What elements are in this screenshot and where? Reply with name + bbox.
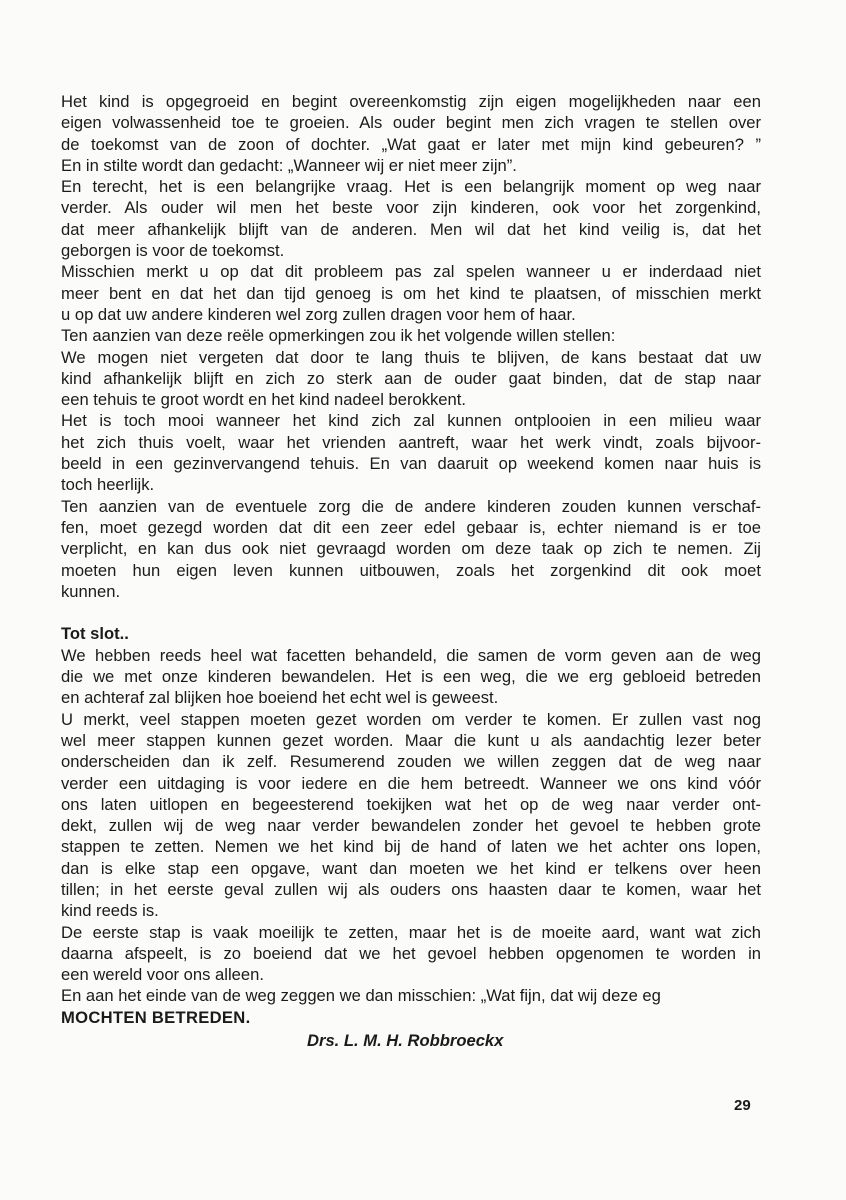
text-line: ons laten uitlopen en begeesterend toekijken wat het op de weg naar verder ont- bbox=[61, 794, 761, 814]
text-line: dekt, zullen wij de weg naar verder bewandelen zonder het gevoel te hebben grote bbox=[61, 816, 761, 836]
text-line: verder. Als ouder wil men het beste voor zijn kinderen, ook voor het zorgenkind, bbox=[61, 198, 761, 218]
closing-line: MOCHTEN BETREDEN. bbox=[61, 1007, 251, 1027]
paragraph bbox=[61, 347, 761, 411]
paragraph bbox=[61, 985, 761, 1006]
text-line: een wereld voor ons alleen. bbox=[61, 965, 264, 985]
text-line: De eerste stap is vaak moeilijk te zetten, maar het is de moeite aard, want wat zich bbox=[61, 922, 761, 942]
text-line: moeten hun eigen leven kunnen uitbouwen, zoals het zorgenkind dit ook moet bbox=[61, 560, 761, 580]
text-line: We mogen niet vergeten dat door te lang thuis te blijven, de kans bestaat dat uw bbox=[61, 347, 761, 367]
paragraph bbox=[61, 709, 761, 922]
text-line: fen, moet gezegd worden dat dit een zeer edel gebaar is, echter niemand is er toe bbox=[61, 517, 761, 537]
text-line: Misschien merkt u op dat dit probleem pas zal spelen wanneer u er inderdaad niet bbox=[61, 262, 761, 282]
text-line: beeld in een gezinvervangend tehuis. En van daaruit op weekend komen naar huis is bbox=[61, 454, 761, 474]
section-conclusion bbox=[61, 645, 761, 1007]
text-line: daarna afspeelt, is zo boeiend dat we het gevoel hebben opgenomen te worden in bbox=[61, 943, 761, 963]
text-line: u op dat uw andere kinderen wel zorg zullen dragen voor hem of haar. bbox=[61, 304, 576, 324]
document-body bbox=[61, 91, 761, 1051]
paragraph bbox=[61, 176, 761, 261]
section-gap bbox=[61, 602, 761, 623]
text-line: dan is elke stap een opgave, want dan moeten we het kind er telkens over heen bbox=[61, 858, 761, 878]
text-line: En in stilte wordt dan gedacht: „Wanneer wij er niet meer zijn”. bbox=[61, 155, 517, 175]
text-line: toch heerlijk. bbox=[61, 475, 155, 495]
text-line: die we met onze kinderen bewandelen. Het is een weg, die we erg gebloeid betreden bbox=[61, 667, 761, 687]
text-line: stappen te zetten. Nemen we het kind bij de hand of laten we het achter ons lopen, bbox=[61, 837, 761, 857]
text-line: verder een uitdaging is voor iedere en die hem betreedt. Wanneer we ons kind vóór bbox=[61, 773, 761, 793]
text-line: Het is toch mooi wanneer het kind zich zal kunnen ontplooien in een milieu waar bbox=[61, 411, 761, 431]
author-signature: Drs. L. M. H. Robbroeckx bbox=[307, 1031, 504, 1051]
paragraph bbox=[61, 410, 761, 495]
text-line: en achteraf zal blijken hoe boeiend het echt wel is geweest. bbox=[61, 688, 499, 708]
text-line: En terecht, het is een belangrijke vraag. Het is een belangrijk moment op weg naar bbox=[61, 177, 761, 197]
paragraph bbox=[61, 922, 761, 986]
paragraph bbox=[61, 325, 761, 346]
paragraph bbox=[61, 91, 761, 176]
paragraph bbox=[61, 645, 761, 709]
text-line: Ten aanzien van deze reële opmerkingen zou ik het volgende willen stellen: bbox=[61, 326, 616, 346]
text-line: U merkt, veel stappen moeten gezet worden om verder te komen. Er zullen vast nog bbox=[61, 709, 761, 729]
text-line: wel meer stappen kunnen gezet worden. Maar die kunt u als aandachtig lezer beter bbox=[61, 730, 761, 750]
text-line: verplicht, en kan dus ook niet gevraagd worden om deze taak op zich te nemen. Zij bbox=[61, 539, 761, 559]
text-line: meer bent en dat het dan tijd genoeg is om het kind te plaatsen, of misschien merkt bbox=[61, 283, 761, 303]
text-line: dat meer afhankelijk blijft van de anderen. Men wil dat het kind veilig is, dat het bbox=[61, 219, 761, 239]
text-line: het zich thuis voelt, waar het vrienden aantreft, waar het werk vindt, zoals bijvoor- bbox=[61, 432, 761, 452]
text-line: tillen; in het eerste geval zullen wij als ouders ons haasten daar te komen, waar het bbox=[61, 879, 761, 899]
text-line: We hebben reeds heel wat facetten behandeld, die samen de vorm geven aan de weg bbox=[61, 645, 761, 665]
text-line: kind afhankelijk blijft en zich zo sterk aan de ouder gaat binden, dat de stap naar bbox=[61, 368, 761, 388]
text-line: een tehuis te groot wordt en het kind nadeel berokkent. bbox=[61, 390, 466, 410]
paragraph bbox=[61, 496, 761, 602]
text-line: de toekomst van de zoon of dochter. „Wat gaat er later met mijn kind gebeuren? ” bbox=[61, 134, 761, 154]
text-line: En aan het einde van de weg zeggen we dan misschien: „Wat fijn, dat wij deze eg bbox=[61, 986, 661, 1006]
text-line: kind reeds is. bbox=[61, 901, 159, 921]
text-line: eigen volwassenheid toe te groeien. Als ouder begint men zich vragen te stellen over bbox=[61, 113, 761, 133]
section-intro bbox=[61, 91, 761, 602]
text-line: Ten aanzien van de eventuele zorg die de andere kinderen zouden kunnen verschaf- bbox=[61, 496, 761, 516]
section-heading: Tot slot.. bbox=[61, 624, 129, 644]
text-line: Het kind is opgegroeid en begint overeenkomstig zijn eigen mogelijkheden naar een bbox=[61, 92, 761, 111]
text-line: onderscheiden dan ik zelf. Resumerend zouden we willen zeggen dat de weg naar bbox=[61, 752, 761, 772]
page-number: 29 bbox=[734, 1097, 751, 1114]
text-line: geborgen is voor de toekomst. bbox=[61, 241, 285, 261]
paragraph bbox=[61, 261, 761, 325]
text-line: kunnen. bbox=[61, 581, 121, 601]
